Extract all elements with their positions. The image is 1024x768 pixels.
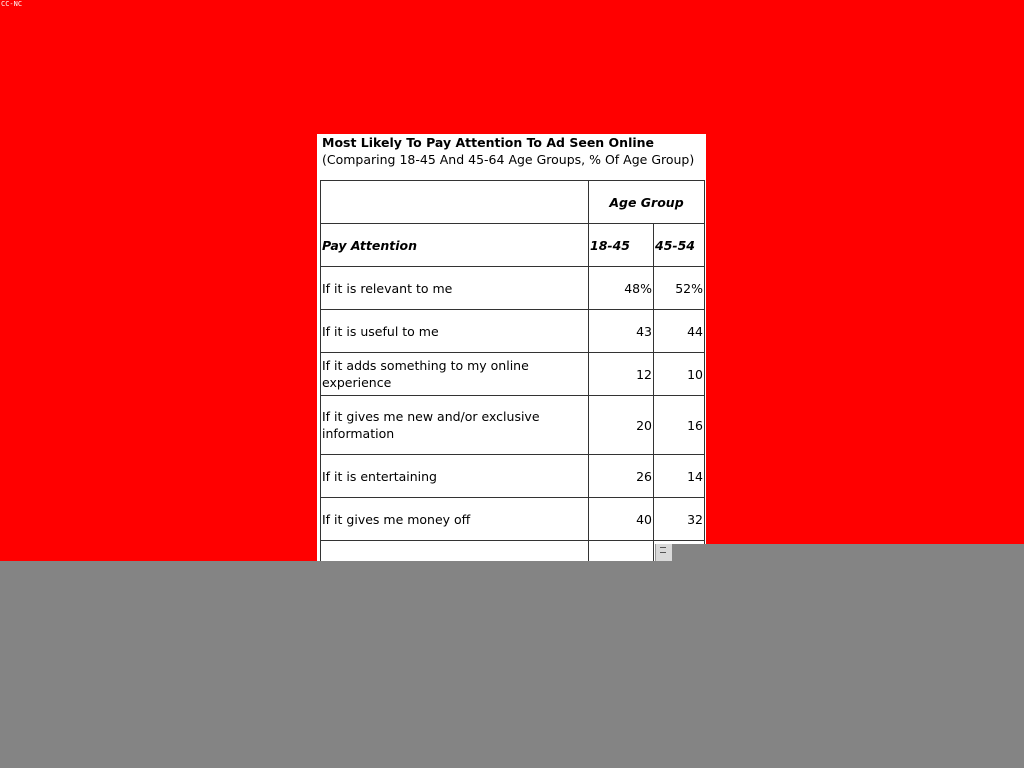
table-row — [321, 498, 705, 541]
table-row — [321, 267, 705, 310]
age-group-header: Age Group — [589, 181, 705, 224]
table-title-rest: (Comparing 18-45 And 45-64 Age Groups, % Of Age Group) — [322, 152, 695, 167]
row-value-18-45 — [589, 541, 654, 562]
data-card — [317, 134, 706, 561]
row-value-18-45: 26 — [589, 455, 654, 498]
table-column-header-row — [321, 224, 705, 267]
empty-header-cell — [321, 181, 589, 224]
table-row — [321, 310, 705, 353]
grip-lines-icon — [660, 547, 666, 553]
row-label: If it is useful to me — [321, 310, 589, 353]
table-row — [321, 455, 705, 498]
row-value-45-54: 10 — [654, 353, 705, 396]
column-header-18-45: 18-45 — [589, 224, 654, 267]
row-label: If it gives me money off — [321, 498, 589, 541]
row-value-45-54: 52% — [654, 267, 705, 310]
table-group-header-row — [321, 181, 705, 224]
row-value-18-45: 43 — [589, 310, 654, 353]
row-label — [321, 541, 589, 562]
gray-overlay-right — [671, 544, 1024, 561]
table-row — [321, 353, 705, 396]
row-label: If it is relevant to me — [321, 267, 589, 310]
row-label: If it is entertaining — [321, 455, 589, 498]
resize-grip-icon[interactable] — [655, 544, 672, 561]
row-value-45-54: 14 — [654, 455, 705, 498]
attention-table — [320, 180, 705, 561]
table-row-cut-off — [321, 541, 705, 562]
gray-overlay-bottom — [0, 561, 1024, 768]
row-label: If it adds something to my online experience — [321, 353, 589, 396]
row-value-45-54: 32 — [654, 498, 705, 541]
column-header-45-54: 45-54 — [654, 224, 705, 267]
row-value-18-45: 48% — [589, 267, 654, 310]
row-value-18-45: 12 — [589, 353, 654, 396]
row-value-45-54: 16 — [654, 396, 705, 455]
row-value-45-54: 44 — [654, 310, 705, 353]
table-title — [322, 134, 702, 168]
row-value-18-45: 40 — [589, 498, 654, 541]
row-label: If it gives me new and/or exclusive information — [321, 396, 589, 455]
license-tag: CC-NC — [1, 0, 23, 8]
pay-attention-header: Pay Attention — [321, 224, 589, 267]
table-row — [321, 396, 705, 455]
row-value-18-45: 20 — [589, 396, 654, 455]
table-title-bold: Most Likely To Pay Attention To Ad Seen Online — [322, 135, 655, 150]
